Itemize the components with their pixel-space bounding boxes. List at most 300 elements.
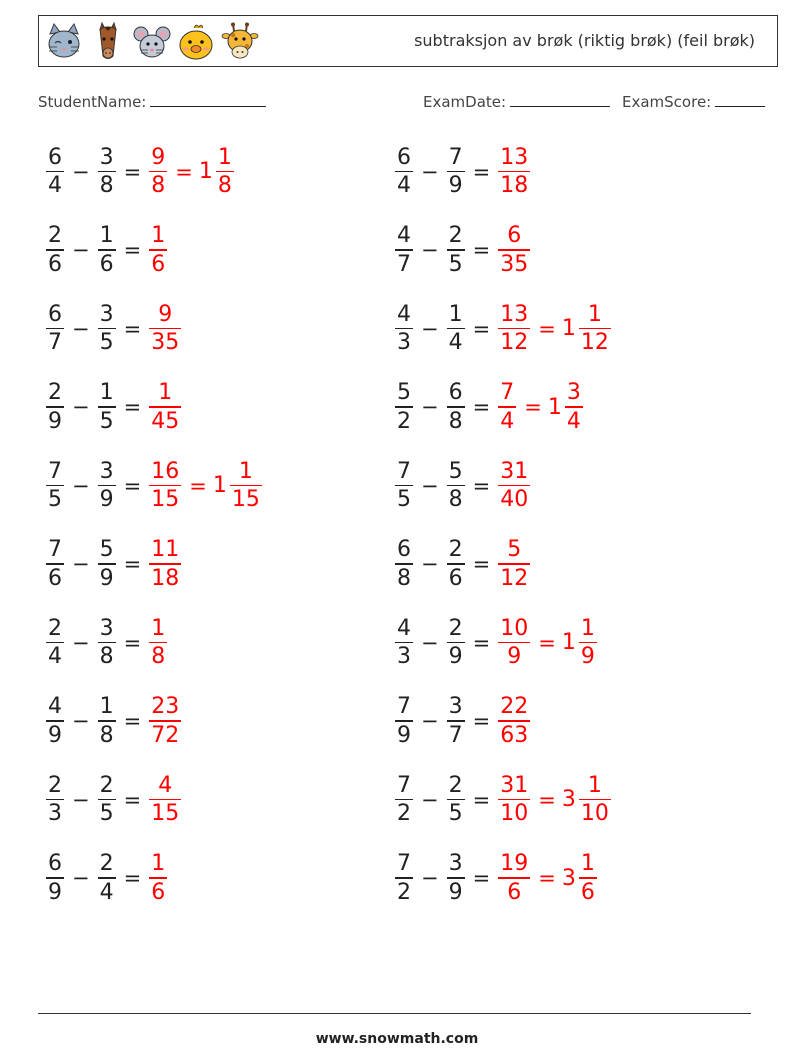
- equals-sign: =: [123, 473, 142, 498]
- fraction: [395, 696, 413, 747]
- worksheet-header: [38, 15, 778, 67]
- numerator: 2: [99, 772, 114, 798]
- minus-sign: −: [421, 630, 439, 655]
- fraction: [447, 458, 465, 513]
- problem-item: [393, 142, 532, 202]
- fraction: [149, 301, 181, 356]
- denominator: 12: [500, 330, 529, 356]
- footer-divider: [38, 1013, 751, 1014]
- fraction: [498, 853, 530, 904]
- equals-sign: =: [472, 709, 491, 733]
- denominator: 7: [397, 251, 411, 277]
- fraction: [149, 144, 167, 199]
- animal-icon-row: [45, 22, 259, 62]
- fraction: [46, 225, 64, 276]
- fraction: [98, 772, 116, 827]
- problem-item: [393, 456, 532, 516]
- denominator: 9: [48, 722, 62, 748]
- problem-item: [44, 535, 183, 595]
- numerator: 7: [397, 458, 411, 484]
- exam-score-field: [622, 93, 765, 111]
- numerator: 3: [448, 851, 463, 877]
- denominator: 6: [99, 251, 114, 277]
- numerator: 7: [48, 458, 62, 484]
- denominator: 5: [99, 330, 114, 356]
- numerator: 5: [99, 537, 114, 563]
- minus-sign: −: [421, 787, 439, 812]
- denominator: 6: [580, 879, 595, 905]
- fraction: [498, 539, 530, 590]
- numerator: 6: [397, 537, 411, 563]
- fraction: [498, 382, 516, 433]
- denominator: 2: [397, 879, 411, 905]
- denominator: 72: [151, 722, 180, 748]
- equals-sign: =: [538, 630, 556, 655]
- denominator: 35: [500, 251, 529, 277]
- fraction: [447, 615, 465, 670]
- numerator: 5: [448, 458, 463, 484]
- fraction: [395, 615, 413, 670]
- equals-sign: =: [472, 630, 491, 655]
- fraction: [216, 144, 234, 199]
- mixed-number: [561, 301, 613, 356]
- problem-item: [393, 770, 613, 830]
- minus-sign: −: [421, 238, 439, 262]
- numerator: 6: [507, 223, 522, 249]
- denominator: 9: [99, 487, 114, 513]
- numerator: 6: [48, 144, 62, 170]
- equals-sign: =: [123, 316, 142, 341]
- numerator: 2: [48, 615, 62, 641]
- denominator: 6: [448, 565, 463, 591]
- denominator: 8: [99, 722, 114, 748]
- minus-sign: −: [72, 316, 90, 341]
- whole-part: 1: [547, 394, 562, 420]
- fraction: [98, 853, 116, 904]
- fraction: [498, 772, 530, 827]
- mixed-number: [198, 144, 236, 199]
- fraction: [579, 853, 597, 904]
- minus-sign: −: [72, 787, 90, 812]
- equals-sign: =: [189, 473, 207, 498]
- equals-sign: =: [123, 238, 142, 262]
- numerator: 9: [158, 301, 173, 327]
- fraction: [579, 772, 611, 827]
- fraction: [98, 301, 116, 356]
- numerator: 1: [151, 615, 166, 641]
- denominator: 6: [48, 251, 62, 277]
- fraction: [46, 615, 64, 670]
- numerator: 23: [151, 694, 180, 720]
- fraction: [46, 696, 64, 747]
- equals-sign: =: [472, 238, 491, 262]
- whole-part: 1: [561, 316, 576, 341]
- numerator: 3: [99, 615, 114, 641]
- equals-sign: =: [123, 159, 142, 184]
- denominator: 63: [500, 722, 529, 748]
- mixed-number: [561, 615, 599, 670]
- fraction: [149, 382, 181, 433]
- minus-sign: −: [421, 473, 439, 498]
- numerator: 1: [217, 144, 232, 170]
- numerator: 2: [48, 223, 62, 249]
- denominator: 3: [397, 644, 411, 670]
- denominator: 8: [99, 644, 114, 670]
- fraction: [230, 458, 262, 513]
- chick-icon: [177, 22, 215, 62]
- minus-sign: −: [72, 552, 90, 576]
- numerator: 5: [397, 380, 411, 406]
- problem-item: [44, 692, 183, 752]
- fraction: [498, 301, 530, 356]
- fraction: [498, 225, 530, 276]
- denominator: 9: [448, 644, 463, 670]
- numerator: 10: [500, 615, 529, 641]
- whole-part: 1: [198, 159, 213, 184]
- numerator: 3: [448, 694, 463, 720]
- numerator: 2: [48, 772, 62, 798]
- equals-sign: =: [123, 630, 142, 655]
- denominator: 8: [397, 565, 411, 591]
- numerator: 7: [397, 851, 411, 877]
- fraction: [447, 772, 465, 827]
- numerator: 4: [158, 772, 173, 798]
- fraction: [498, 458, 530, 513]
- denominator: 10: [580, 801, 609, 827]
- minus-sign: −: [421, 866, 439, 890]
- minus-sign: −: [72, 866, 90, 890]
- fraction: [498, 615, 530, 670]
- equals-sign: =: [472, 552, 491, 576]
- numerator: 6: [448, 380, 463, 406]
- fraction: [447, 382, 465, 433]
- problem-item: [393, 692, 532, 752]
- numerator: 2: [448, 223, 463, 249]
- whole-part: 3: [561, 787, 576, 812]
- denominator: 15: [231, 487, 260, 513]
- denominator: 5: [448, 251, 463, 277]
- fraction: [46, 853, 64, 904]
- fraction: [46, 458, 64, 513]
- problem-item: [44, 142, 236, 202]
- fraction: [98, 539, 116, 590]
- numerator: 3: [99, 301, 114, 327]
- mixed-number: [562, 853, 599, 904]
- problem-item: [393, 535, 532, 595]
- fraction: [149, 853, 167, 904]
- numerator: 5: [507, 537, 522, 563]
- denominator: 8: [99, 173, 114, 199]
- denominator: 5: [48, 487, 62, 513]
- whole-part: 3: [561, 865, 576, 891]
- fraction: [565, 382, 583, 433]
- denominator: 18: [500, 173, 529, 199]
- minus-sign: −: [72, 395, 90, 419]
- fraction: [149, 696, 181, 747]
- denominator: 4: [566, 408, 581, 434]
- numerator: 6: [48, 301, 62, 327]
- numerator: 6: [397, 144, 411, 170]
- numerator: 3: [566, 380, 581, 406]
- numerator: 1: [151, 223, 166, 249]
- fraction: [447, 853, 465, 904]
- fraction: [98, 696, 116, 747]
- numerator: 7: [397, 694, 411, 720]
- mixed-number: [561, 772, 613, 827]
- numerator: 31: [500, 458, 529, 484]
- equals-sign: =: [123, 709, 142, 733]
- fraction: [46, 144, 64, 199]
- whole-part: 1: [561, 630, 576, 655]
- fraction: [395, 539, 413, 590]
- minus-sign: −: [421, 395, 439, 419]
- fraction: [447, 539, 465, 590]
- fraction: [498, 696, 530, 747]
- numerator: 7: [397, 772, 411, 798]
- denominator: 4: [48, 644, 62, 670]
- problem-item: [393, 221, 532, 281]
- denominator: 12: [500, 565, 529, 591]
- minus-sign: −: [72, 159, 90, 184]
- minus-sign: −: [421, 552, 439, 576]
- denominator: 3: [397, 330, 411, 356]
- equals-sign: =: [175, 159, 193, 184]
- minus-sign: −: [72, 473, 90, 498]
- fraction: [98, 382, 116, 433]
- problem-item: [44, 456, 264, 516]
- numerator: 1: [580, 851, 595, 877]
- numerator: 9: [151, 144, 166, 170]
- fraction: [395, 144, 413, 199]
- denominator: 4: [500, 408, 515, 434]
- denominator: 8: [217, 173, 232, 199]
- numerator: 6: [48, 851, 62, 877]
- denominator: 6: [48, 565, 62, 591]
- exam-date-blank[interactable]: [510, 93, 610, 107]
- fraction: [395, 772, 413, 827]
- fraction: [149, 225, 167, 276]
- numerator: 4: [397, 223, 411, 249]
- fraction: [149, 539, 181, 590]
- denominator: 7: [48, 330, 62, 356]
- equals-sign: =: [538, 787, 556, 812]
- equals-sign: =: [123, 395, 142, 419]
- equals-sign: =: [472, 159, 491, 184]
- minus-sign: −: [421, 709, 439, 733]
- denominator: 4: [448, 330, 463, 356]
- fraction: [395, 225, 413, 276]
- fraction: [46, 382, 64, 433]
- worksheet-title: subtraksjon av brøk (riktig brøk) (feil brøk): [414, 31, 755, 50]
- fraction: [447, 225, 465, 276]
- fraction: [149, 615, 167, 670]
- equals-sign: =: [538, 866, 556, 890]
- numerator: 3: [99, 144, 114, 170]
- equals-sign: =: [472, 473, 491, 498]
- fraction: [395, 382, 413, 433]
- numerator: 1: [151, 851, 166, 877]
- problem-item: [44, 299, 183, 359]
- student-name-label: StudentName:: [38, 93, 147, 111]
- numerator: 7: [448, 144, 463, 170]
- minus-sign: −: [72, 238, 90, 262]
- denominator: 9: [48, 408, 62, 434]
- denominator: 35: [151, 330, 180, 356]
- fraction: [98, 458, 116, 513]
- equals-sign: =: [538, 316, 556, 341]
- fraction: [98, 225, 116, 276]
- cat-icon: [45, 22, 83, 62]
- denominator: 6: [151, 251, 166, 277]
- denominator: 9: [397, 722, 411, 748]
- problem-item: [393, 849, 599, 909]
- numerator: 1: [587, 772, 602, 798]
- numerator: 1: [99, 380, 114, 406]
- horse-icon: [89, 22, 127, 62]
- numerator: 1: [238, 458, 253, 484]
- denominator: 4: [99, 879, 114, 905]
- equals-sign: =: [472, 787, 491, 812]
- fraction: [395, 301, 413, 356]
- fraction: [149, 772, 181, 827]
- denominator: 8: [448, 408, 463, 434]
- denominator: 6: [507, 879, 522, 905]
- numerator: 1: [158, 380, 173, 406]
- numerator: 7: [500, 380, 515, 406]
- denominator: 45: [151, 408, 180, 434]
- numerator: 4: [397, 615, 411, 641]
- numerator: 16: [151, 458, 180, 484]
- fraction: [447, 144, 465, 199]
- equals-sign: =: [123, 787, 142, 812]
- minus-sign: −: [72, 709, 90, 733]
- denominator: 4: [397, 173, 411, 199]
- numerator: 1: [99, 223, 114, 249]
- fraction: [447, 301, 465, 356]
- fraction: [98, 144, 116, 199]
- numerator: 3: [99, 458, 114, 484]
- mouse-icon: [133, 22, 171, 62]
- minus-sign: −: [72, 630, 90, 655]
- denominator: 9: [48, 879, 62, 905]
- equals-sign: =: [123, 866, 142, 890]
- fraction: [46, 301, 64, 356]
- denominator: 2: [397, 408, 411, 434]
- problem-item: [393, 613, 599, 673]
- exam-date-field: [423, 93, 610, 111]
- denominator: 3: [48, 801, 62, 827]
- equals-sign: =: [524, 395, 542, 419]
- fraction: [579, 301, 611, 356]
- problem-item: [393, 299, 613, 359]
- problem-item: [44, 378, 183, 438]
- denominator: 6: [151, 879, 166, 905]
- problem-item: [44, 770, 183, 830]
- numerator: 1: [580, 615, 595, 641]
- whole-part: 1: [212, 473, 227, 498]
- numerator: 31: [500, 772, 529, 798]
- numerator: 11: [151, 537, 180, 563]
- numerator: 4: [397, 301, 411, 327]
- student-name-blank[interactable]: [150, 93, 266, 107]
- numerator: 13: [500, 301, 529, 327]
- denominator: 9: [580, 644, 595, 670]
- numerator: 4: [48, 694, 62, 720]
- denominator: 7: [448, 722, 463, 748]
- fraction: [46, 772, 64, 827]
- footer-site: www.snowmath.com: [315, 1031, 479, 1047]
- numerator: 2: [448, 537, 463, 563]
- denominator: 9: [448, 173, 463, 199]
- fraction: [498, 144, 530, 199]
- denominator: 9: [507, 644, 522, 670]
- student-name-field: [38, 93, 266, 111]
- denominator: 15: [151, 487, 180, 513]
- fraction: [149, 458, 181, 513]
- fraction: [447, 696, 465, 747]
- fraction: [395, 458, 413, 513]
- exam-date-label: ExamDate:: [423, 93, 507, 111]
- denominator: 12: [580, 330, 609, 356]
- denominator: 40: [500, 487, 529, 513]
- fraction: [98, 615, 116, 670]
- problem-item: [393, 378, 585, 438]
- giraffe-icon: [221, 22, 259, 62]
- equals-sign: =: [472, 866, 491, 890]
- numerator: 2: [48, 380, 62, 406]
- denominator: 5: [99, 801, 114, 827]
- denominator: 5: [397, 487, 411, 513]
- denominator: 10: [500, 801, 529, 827]
- fraction: [395, 853, 413, 904]
- numerator: 1: [99, 694, 114, 720]
- equals-sign: =: [123, 552, 142, 576]
- numerator: 7: [48, 537, 62, 563]
- exam-score-label: ExamScore:: [622, 93, 712, 111]
- denominator: 15: [151, 801, 180, 827]
- problem-item: [44, 849, 169, 909]
- numerator: 1: [587, 301, 602, 327]
- numerator: 22: [500, 694, 529, 720]
- denominator: 5: [448, 801, 463, 827]
- denominator: 2: [397, 801, 411, 827]
- exam-score-blank[interactable]: [715, 93, 765, 107]
- problem-item: [44, 221, 169, 281]
- numerator: 19: [500, 851, 529, 877]
- equals-sign: =: [472, 395, 491, 419]
- numerator: 13: [500, 144, 529, 170]
- minus-sign: −: [421, 159, 439, 184]
- fraction: [46, 539, 64, 590]
- minus-sign: −: [421, 316, 439, 341]
- mixed-number: [212, 458, 264, 513]
- denominator: 4: [48, 173, 62, 199]
- numerator: 1: [448, 301, 463, 327]
- equals-sign: =: [472, 316, 491, 341]
- denominator: 8: [151, 644, 166, 670]
- numerator: 2: [448, 772, 463, 798]
- problem-item: [44, 613, 169, 673]
- denominator: 8: [151, 173, 166, 199]
- denominator: 9: [99, 565, 114, 591]
- denominator: 8: [448, 487, 463, 513]
- denominator: 5: [99, 408, 114, 434]
- mixed-number: [548, 382, 585, 433]
- numerator: 2: [99, 851, 114, 877]
- denominator: 18: [151, 565, 180, 591]
- fraction: [579, 615, 597, 670]
- numerator: 2: [448, 615, 463, 641]
